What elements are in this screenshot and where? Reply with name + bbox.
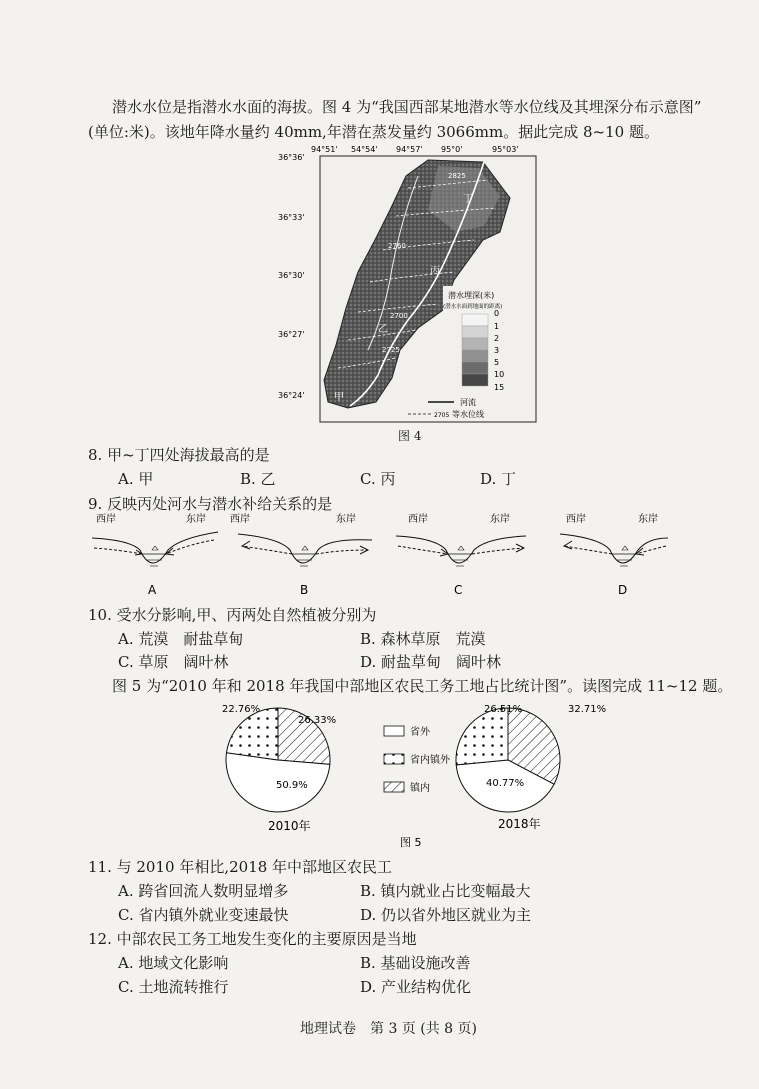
lat-tick: 36°27' [278,330,305,339]
svg-text:西岸: 西岸 [96,514,116,525]
pie-2018-label-town: 32.71% [568,704,607,715]
pie-2018-label-outside: 40.77% [486,778,525,789]
figure4-caption: 图 4 [398,429,422,443]
q11-option-a[interactable]: A. 跨省回流人数明显增多 [118,882,289,900]
pie-2018 [456,708,560,812]
legend-swatch-outside [384,726,404,736]
q9-stem: 9. 反映丙处河水与潜水补给关系的是 [88,495,333,513]
q11-option-c[interactable]: C. 省内镇外就业变速最快 [118,906,289,924]
pie-2010-label-inside: 22.76% [222,704,261,715]
q12-option-d[interactable]: D. 产业结构优化 [360,978,472,996]
q11-stem: 11. 与 2010 年相比,2018 年中部地区农民工 [88,858,393,876]
q10-option-d[interactable]: D. 耐盐草甸 阔叶林 [360,653,502,671]
svg-text:东岸: 东岸 [490,514,510,525]
intro2-line: 图 5 为“2010 年和 2018 年我国中部地区农民工务工地占比统计图”。读图完成 11~12 题。 [112,677,733,695]
legend-contour: 等水位线 [452,410,484,419]
q9-diagram-d[interactable] [560,512,668,566]
legend-contour-value: 2705 [434,412,450,419]
legend-depth: 0 [494,309,500,318]
svg-text:东岸: 东岸 [638,514,658,525]
pie-2010-label-outside: 50.9% [276,780,308,791]
q11-option-d[interactable]: D. 仍以省外地区就业为主 [360,906,532,924]
svg-text:东岸: 东岸 [336,514,356,525]
q10-stem: 10. 受水分影响,甲、丙两处自然植被分别为 [88,606,377,624]
q12-option-c[interactable]: C. 土地流转推行 [118,978,229,996]
site-yi: 乙 [378,324,388,335]
pie-2010-label-town: 26.33% [298,715,337,726]
q9-diagram-c[interactable] [396,512,526,566]
contour-label: 2825 [448,172,466,180]
legend-inside: 省内镇外 [410,755,450,766]
legend-swatch-town [384,782,404,792]
lat-tick: 36°30' [278,271,305,280]
legend-outside: 省外 [410,727,430,738]
svg-text:西岸: 西岸 [230,514,250,525]
legend-depth: 2 [494,334,500,343]
lat-tick: 36°24' [278,391,305,400]
lon-tick: 54°54' [351,145,378,154]
site-ding: 丁 [463,194,473,205]
q9-diagram-a[interactable] [92,512,218,566]
legend-subtitle: (潜水水面到地面的距离) [443,304,503,310]
intro-line-2: (单位:米)。该地年降水量约 40mm,年潜在蒸发量约 3066mm。据此完成 8~10 题。 [88,123,659,141]
figure5-caption: 图 5 [400,836,422,849]
q10-option-b[interactable]: B. 森林草原 荒漠 [360,630,486,648]
q10-option-c[interactable]: C. 草原 阔叶林 [118,653,229,671]
pie-2010-title: 2010年 [268,819,311,833]
pie-2010-slice-inside-province [227,708,278,760]
intro-line-1: 潜水水位是指潜水水面的海拔。图 4 为“我国西部某地潜水等水位线及其埋深分布示意图” [112,98,702,116]
legend-depth: 15 [494,383,505,392]
legend-river: 河流 [460,398,476,407]
legend-depth: 3 [494,346,500,355]
legend-depth: 5 [494,358,500,367]
contour-label: 2725 [382,346,400,354]
q8-option-d[interactable]: D. 丁 [480,470,517,488]
page-footer: 地理试卷 第 3 页 (共 8 页) [300,1021,477,1037]
q12-stem: 12. 中部农民工务工地发生变化的主要原因是当地 [88,930,417,948]
legend-depth: 10 [494,370,505,379]
q8-option-c[interactable]: C. 丙 [360,470,396,488]
legend-depth: 1 [494,322,500,331]
lon-tick: 95°0' [441,145,463,154]
legend-swatch-inside [384,754,404,764]
q11-option-b[interactable]: B. 镇内就业占比变幅最大 [360,882,531,900]
pie-2018-title: 2018年 [498,817,541,831]
contour-label: 2700 [390,312,408,320]
q10-option-a[interactable]: A. 荒漠 耐盐草甸 [118,630,244,648]
depth-ramp [462,314,488,386]
q9-label-d: D [618,583,628,597]
contour-label: 2760 [388,242,406,250]
q9-diagram-b[interactable] [230,512,372,566]
q8-stem: 8. 甲~丁四处海拔最高的是 [88,446,270,464]
q9-label-a: A [148,583,157,597]
q12-option-a[interactable]: A. 地域文化影响 [118,954,229,972]
pie-2018-label-inside: 26.51% [484,704,523,715]
q9-label-b: B [300,583,309,597]
q8-option-b[interactable]: B. 乙 [240,470,276,488]
pie-2018-slice-inside-province [456,708,508,765]
site-jia: 甲 [334,392,344,403]
q8-option-a[interactable]: A. 甲 [118,470,154,488]
lat-tick: 36°36' [278,153,305,162]
q9-diagrams [90,510,670,600]
figure4-map [278,140,538,442]
lon-tick: 94°57' [396,145,423,154]
lat-tick: 36°33' [278,213,305,222]
svg-text:西岸: 西岸 [566,514,586,525]
site-bing: 丙 [430,266,440,277]
svg-text:西岸: 西岸 [408,514,428,525]
svg-text:东岸: 东岸 [186,514,206,525]
lon-tick: 94°51' [311,145,338,154]
legend-title: 潜水埋深(米) [448,291,495,300]
figure5-charts [200,696,620,852]
q12-option-b[interactable]: B. 基础设施改善 [360,954,471,972]
legend-town: 镇内 [410,783,430,794]
q9-label-c: C [454,583,463,597]
lon-tick: 95°03' [492,145,519,154]
